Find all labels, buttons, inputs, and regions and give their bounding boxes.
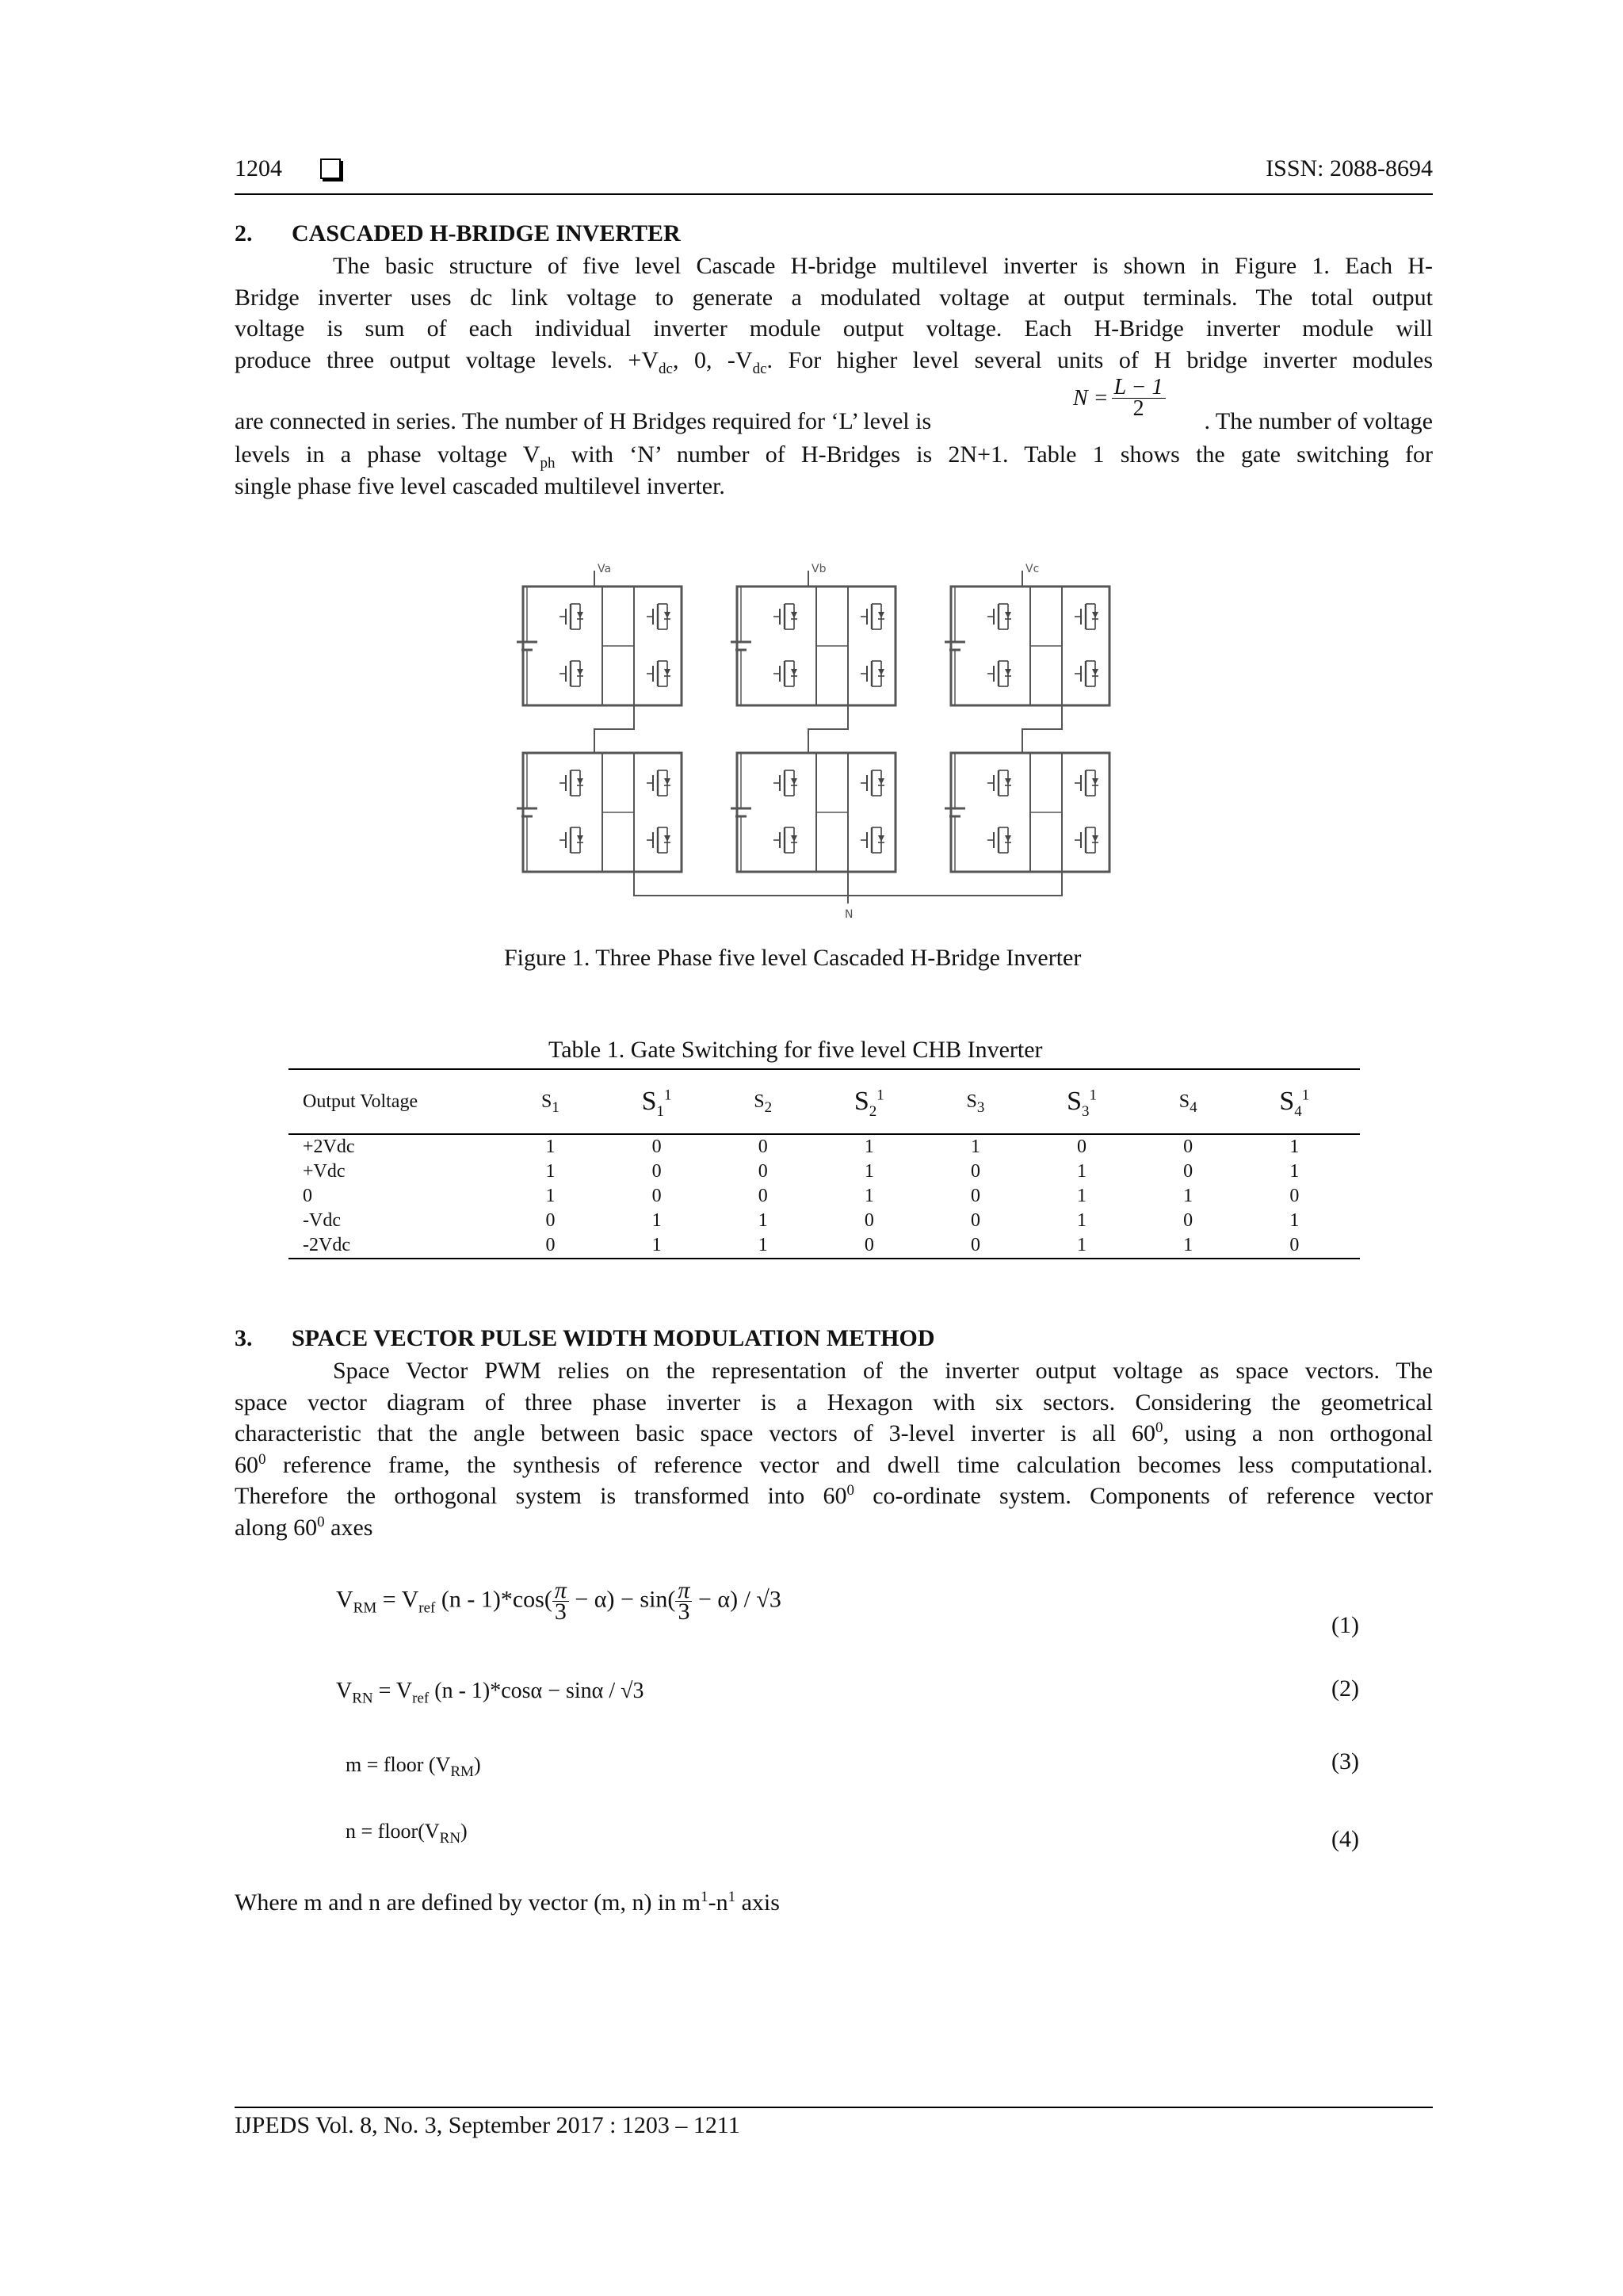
section2-title: CASCADED H-BRIDGE INVERTER [292, 220, 681, 246]
label-vb: Vb [812, 563, 827, 575]
table-cell: 0 [1229, 1233, 1360, 1259]
col-s4-prime: $S_4^1$ [1229, 1069, 1360, 1134]
s3-line-5: Therefore the orthogonal system is transformed into $60^0$ co-ordinate system. Components of reference vector [235, 1482, 1433, 1509]
section3-title: SPACE VECTOR PULSE WIDTH MODULATION METHOD [292, 1325, 935, 1351]
table-cell: 1 [970, 1137, 980, 1157]
section2-paragraph-end [235, 439, 1433, 502]
table-cell: 0 [1183, 1137, 1193, 1157]
where-sentence: Where m and n are defined by vector (m, n) in $m^1-n^1$ axis [235, 1889, 780, 1916]
table-cell: 0 [510, 1233, 591, 1259]
col-s1-prime: $S_1^1$ [591, 1069, 722, 1134]
s3-line-1: Space Vector PWM relies on the representation of the inverter output voltage as space vectors. The [333, 1358, 1433, 1384]
col-s1: $S_1$ [510, 1069, 591, 1134]
s2-line-4: produce three output voltage levels. $+V_{dc}$, 0, $-V_{dc}$. For higher level several units of H bridge inverter modules [235, 346, 1434, 377]
s2-line-5b: . The number of voltage [1204, 408, 1433, 434]
col-s3-prime: $S_3^1$ [1016, 1069, 1147, 1134]
table-row [288, 1184, 1360, 1209]
table-cell: 1 [864, 1186, 874, 1206]
s2-line-7: single phase five level cascaded multilevel inverter. [235, 472, 725, 499]
s3-line-3: characteristic that the angle between basic space vectors of 3-level inverter is all $60^0$, using a non orthogonal [235, 1419, 1433, 1446]
figure-caption: Figure 1. Three Phase five level Cascaded H-Bridge Inverter [504, 945, 1082, 971]
table-header-row [288, 1069, 1360, 1134]
equation-2-number: (2) [1331, 1675, 1359, 1702]
table-cell: 1 [1289, 1210, 1300, 1231]
table-cell: 1 [1289, 1161, 1300, 1182]
equation-3: m = floor $(V_{RM})$ [346, 1753, 481, 1781]
col-output-voltage: Output Voltage [288, 1069, 510, 1134]
label-va: Va [598, 563, 612, 575]
table-row [288, 1233, 1360, 1259]
table-cell: 0 [1183, 1161, 1193, 1182]
equation-1-number: (1) [1331, 1612, 1359, 1638]
h-bridge-c1 [945, 586, 1109, 705]
table-cell: 0 [651, 1137, 662, 1157]
table-row [288, 1209, 1360, 1233]
table-cell: 0 [651, 1161, 662, 1182]
s3-line-6: along $60^0$ axes [235, 1513, 373, 1541]
s2-line-2: Bridge inverter uses dc link voltage to generate a modulated voltage at output terminals. The total output [235, 284, 1433, 311]
footer-rule [235, 2107, 1433, 2108]
s3-line-2: space vector diagram of three phase inverter is a Hexagon with six sectors. Considering the geometrical [235, 1389, 1433, 1415]
table-cell: 1 [545, 1186, 556, 1206]
table-cell: 1 [758, 1210, 768, 1231]
section2-paragraph [235, 250, 1433, 376]
h-bridge-a2 [517, 753, 682, 872]
table-row [288, 1134, 1360, 1159]
h-bridge-b2 [731, 753, 896, 872]
page-number: 1204 [235, 155, 282, 181]
gate-switching-table [288, 1068, 1360, 1259]
footer-citation: IJPEDS Vol. 8, No. 3, September 2017 : 1203 – 1211 [235, 2112, 740, 2138]
s2-line-3: voltage is sum of each individual inverter module output voltage. Each H-Bridge inverter module will [235, 315, 1433, 342]
section2-number: 2. [235, 220, 253, 246]
equation-1: $V_{RM} = V_{ref}$ (n - 1)*cos( $\frac{\pi}{3}$ − α) − sin( $\frac{\pi}{3}$ − α) / √3 [336, 1577, 781, 1625]
row-label: 0 [303, 1186, 312, 1206]
table-cell: 0 [804, 1233, 934, 1259]
table-cell: 0 [1289, 1186, 1300, 1206]
s2-line-6: levels in a phase voltage $V_{ph}$ with ‘N’ number of H-Bridges is 2N+1. Table 1 shows the gate switching for [235, 441, 1434, 472]
header-rule [235, 193, 1433, 195]
equation-4-number: (4) [1331, 1826, 1359, 1852]
section3-paragraph [235, 1355, 1433, 1543]
equation-2: $V_{RN} = V_{ref}$ (n - 1)*cosα − sinα / √3 [336, 1679, 644, 1707]
equation-4: $n = floor(V_{RN})$ [346, 1820, 468, 1847]
table-cell: 0 [970, 1186, 980, 1206]
row-label: -2Vdc [288, 1233, 510, 1259]
table-cell: 1 [864, 1161, 874, 1182]
table-cell: 1 [1289, 1137, 1300, 1157]
cascaded-h-bridge-circuit [507, 563, 1157, 927]
table-cell: 0 [934, 1233, 1016, 1259]
col-s3: $S_3$ [934, 1069, 1016, 1134]
table-cell: 0 [1183, 1210, 1193, 1231]
table-cell: 1 [1016, 1233, 1147, 1259]
s2-line-1: The basic structure of five level Cascade H-bridge multilevel inverter is shown in Figure 1. Each H- [333, 253, 1433, 279]
table-cell: 0 [758, 1186, 768, 1206]
table-cell: 0 [970, 1161, 980, 1182]
table-cell: 1 [722, 1233, 804, 1259]
col-s2-prime: $S_2^1$ [804, 1069, 934, 1134]
table-cell: 0 [651, 1186, 662, 1206]
section3-number: 3. [235, 1325, 253, 1351]
n-formula: N = $\frac{L - 1}{2}$ [1073, 377, 1166, 419]
table-cell: 1 [1077, 1186, 1087, 1206]
table-row [288, 1159, 1360, 1184]
row-label: +2Vdc [303, 1137, 355, 1157]
table-cell: 1 [651, 1210, 662, 1231]
col-s4: $S_4$ [1148, 1069, 1229, 1134]
table-cell: 0 [970, 1210, 980, 1231]
table-caption: Table 1. Gate Switching for five level CHB Inverter [548, 1037, 1043, 1063]
header-square-icon [320, 159, 341, 179]
table-cell: 0 [545, 1210, 556, 1231]
h-bridge-a1 [517, 586, 682, 705]
table-cell: 1 [545, 1161, 556, 1182]
table-cell: 1 [864, 1137, 874, 1157]
table-cell: 1 [1148, 1233, 1229, 1259]
table-cell: 1 [1077, 1161, 1087, 1182]
label-vc: Vc [1025, 563, 1040, 575]
table-cell: 0 [758, 1161, 768, 1182]
s3-line-4: $60^0$ reference frame, the synthesis of reference vector and dwell time calculation becomes less computational. [235, 1450, 1433, 1478]
table-cell: 1 [1183, 1186, 1193, 1206]
h-bridge-b1 [731, 586, 896, 705]
issn: ISSN: 2088-8694 [1266, 155, 1433, 181]
equation-3-number: (3) [1331, 1748, 1359, 1775]
table-cell: 0 [1077, 1137, 1087, 1157]
col-s2: $S_2$ [722, 1069, 804, 1134]
row-label: +Vdc [303, 1161, 346, 1182]
table-cell: 1 [1077, 1210, 1087, 1231]
s2-line-5a: are connected in series. The number of H Bridges required for ‘L’ level is [235, 408, 932, 434]
table-cell: 0 [758, 1137, 768, 1157]
table-cell: 1 [545, 1137, 556, 1157]
h-bridge-c2 [945, 753, 1109, 872]
row-label: -Vdc [303, 1210, 341, 1231]
table-cell: 1 [591, 1233, 722, 1259]
label-n: N [845, 908, 854, 921]
table-cell: 0 [864, 1210, 874, 1231]
